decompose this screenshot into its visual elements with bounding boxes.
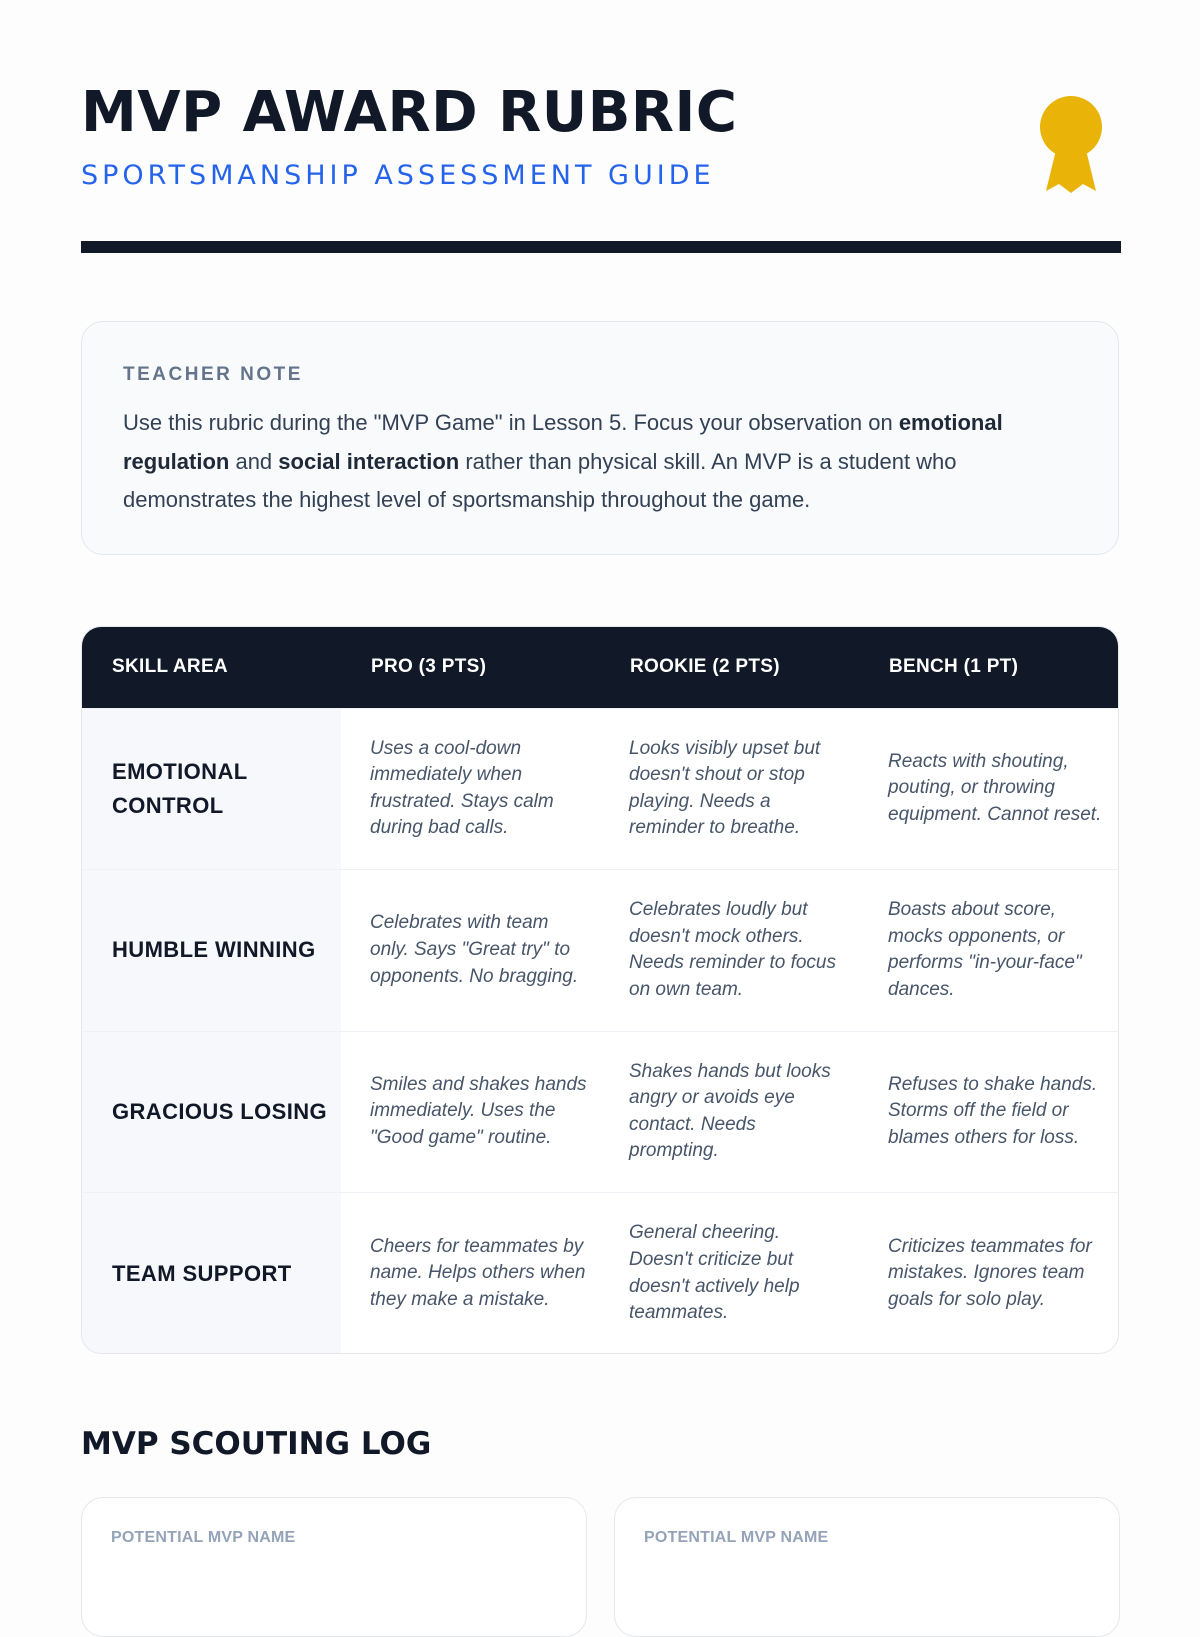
- header-rookie: ROOKIE (2 PTS): [630, 656, 780, 678]
- rookie-description: Celebrates loudly but doesn't mock others. Needs reminder to focus on own team.: [629, 899, 836, 1000]
- pro-description: Uses a cool-down immediately when frustrated. Stays calm during bad calls.: [370, 737, 554, 839]
- teacher-note-heading: TEACHER NOTE: [123, 364, 303, 385]
- header-pro: PRO (3 PTS): [371, 656, 487, 678]
- header-skill-area: SKILL AREA: [112, 656, 228, 678]
- bench-description: Criticizes teammates for mistakes. Ignores team goals for solo play.: [888, 1235, 1092, 1310]
- pro-description: Cheers for teammates by name. Helps others when they make a mistake.: [370, 1235, 586, 1310]
- skill-area-cell: GRACIOUS LOSING: [82, 1031, 341, 1193]
- pro-description: Smiles and shakes hands immediately. Uses the "Good game" routine.: [370, 1073, 587, 1149]
- rookie-description: Looks visibly upset but doesn't shout or stop playing. Needs a reminder to breathe.: [629, 737, 821, 839]
- note-text-part: rather than physical skill. An MVP is a student who demonstrates the highest level of sportsmanship throughout the game.: [123, 448, 957, 512]
- bench-description: Reacts with shouting, pouting, or throwing equipment. Cannot reset.: [888, 750, 1102, 826]
- mvp-name-card[interactable]: [81, 1497, 587, 1637]
- rubric-header-row: [82, 627, 1118, 708]
- rubric-table: [81, 626, 1119, 1354]
- page-title: MVP AWARD RUBRIC: [81, 80, 738, 145]
- mvp-name-card[interactable]: [614, 1497, 1120, 1637]
- header-bench: BENCH (1 PT): [889, 656, 1019, 678]
- skill-area-cell: TEAM SUPPORT: [82, 1193, 341, 1355]
- teacher-note-card: [81, 321, 1119, 555]
- bench-description: Refuses to shake hands. Storms off the field or blames others for loss.: [888, 1073, 1098, 1149]
- note-emphasis: social interaction: [278, 448, 460, 474]
- header-divider: [81, 241, 1121, 253]
- scouting-log-title: MVP SCOUTING LOG: [81, 1426, 432, 1462]
- rubric-row-humble-winning: [82, 870, 1118, 1032]
- note-text-part: and: [229, 448, 279, 474]
- note-text-part: Use this rubric during the "MVP Game" in Lesson 5. Focus your observation on: [123, 410, 899, 435]
- rubric-row-emotional-control: [82, 708, 1118, 870]
- mvp-name-label: POTENTIAL MVP NAME: [644, 1529, 829, 1546]
- skill-area-cell: EMOTIONAL CONTROL: [82, 708, 341, 870]
- award-ribbon-icon: [1036, 96, 1106, 198]
- rubric-row-team-support: [82, 1193, 1118, 1355]
- rookie-description: Shakes hands but looks angry or avoids eye contact. Needs prompting.: [629, 1060, 831, 1162]
- rookie-description: General cheering. Doesn't criticize but doesn't actively help teammates.: [629, 1222, 800, 1324]
- teacher-note-text: [123, 404, 1083, 520]
- rubric-row-gracious-losing: [82, 1031, 1118, 1193]
- page-header: [81, 78, 1121, 198]
- pro-description: Celebrates with team only. Says "Great try" to opponents. No bragging.: [370, 912, 579, 987]
- page-subtitle: SPORTSMANSHIP ASSESSMENT GUIDE: [81, 160, 715, 191]
- skill-area-cell: HUMBLE WINNING: [82, 870, 341, 1032]
- note-emphasis: emotional regulation: [123, 410, 1003, 474]
- bench-description: Boasts about score, mocks opponents, or performs "in-your-face" dances.: [888, 899, 1082, 1000]
- mvp-name-label: POTENTIAL MVP NAME: [111, 1529, 296, 1546]
